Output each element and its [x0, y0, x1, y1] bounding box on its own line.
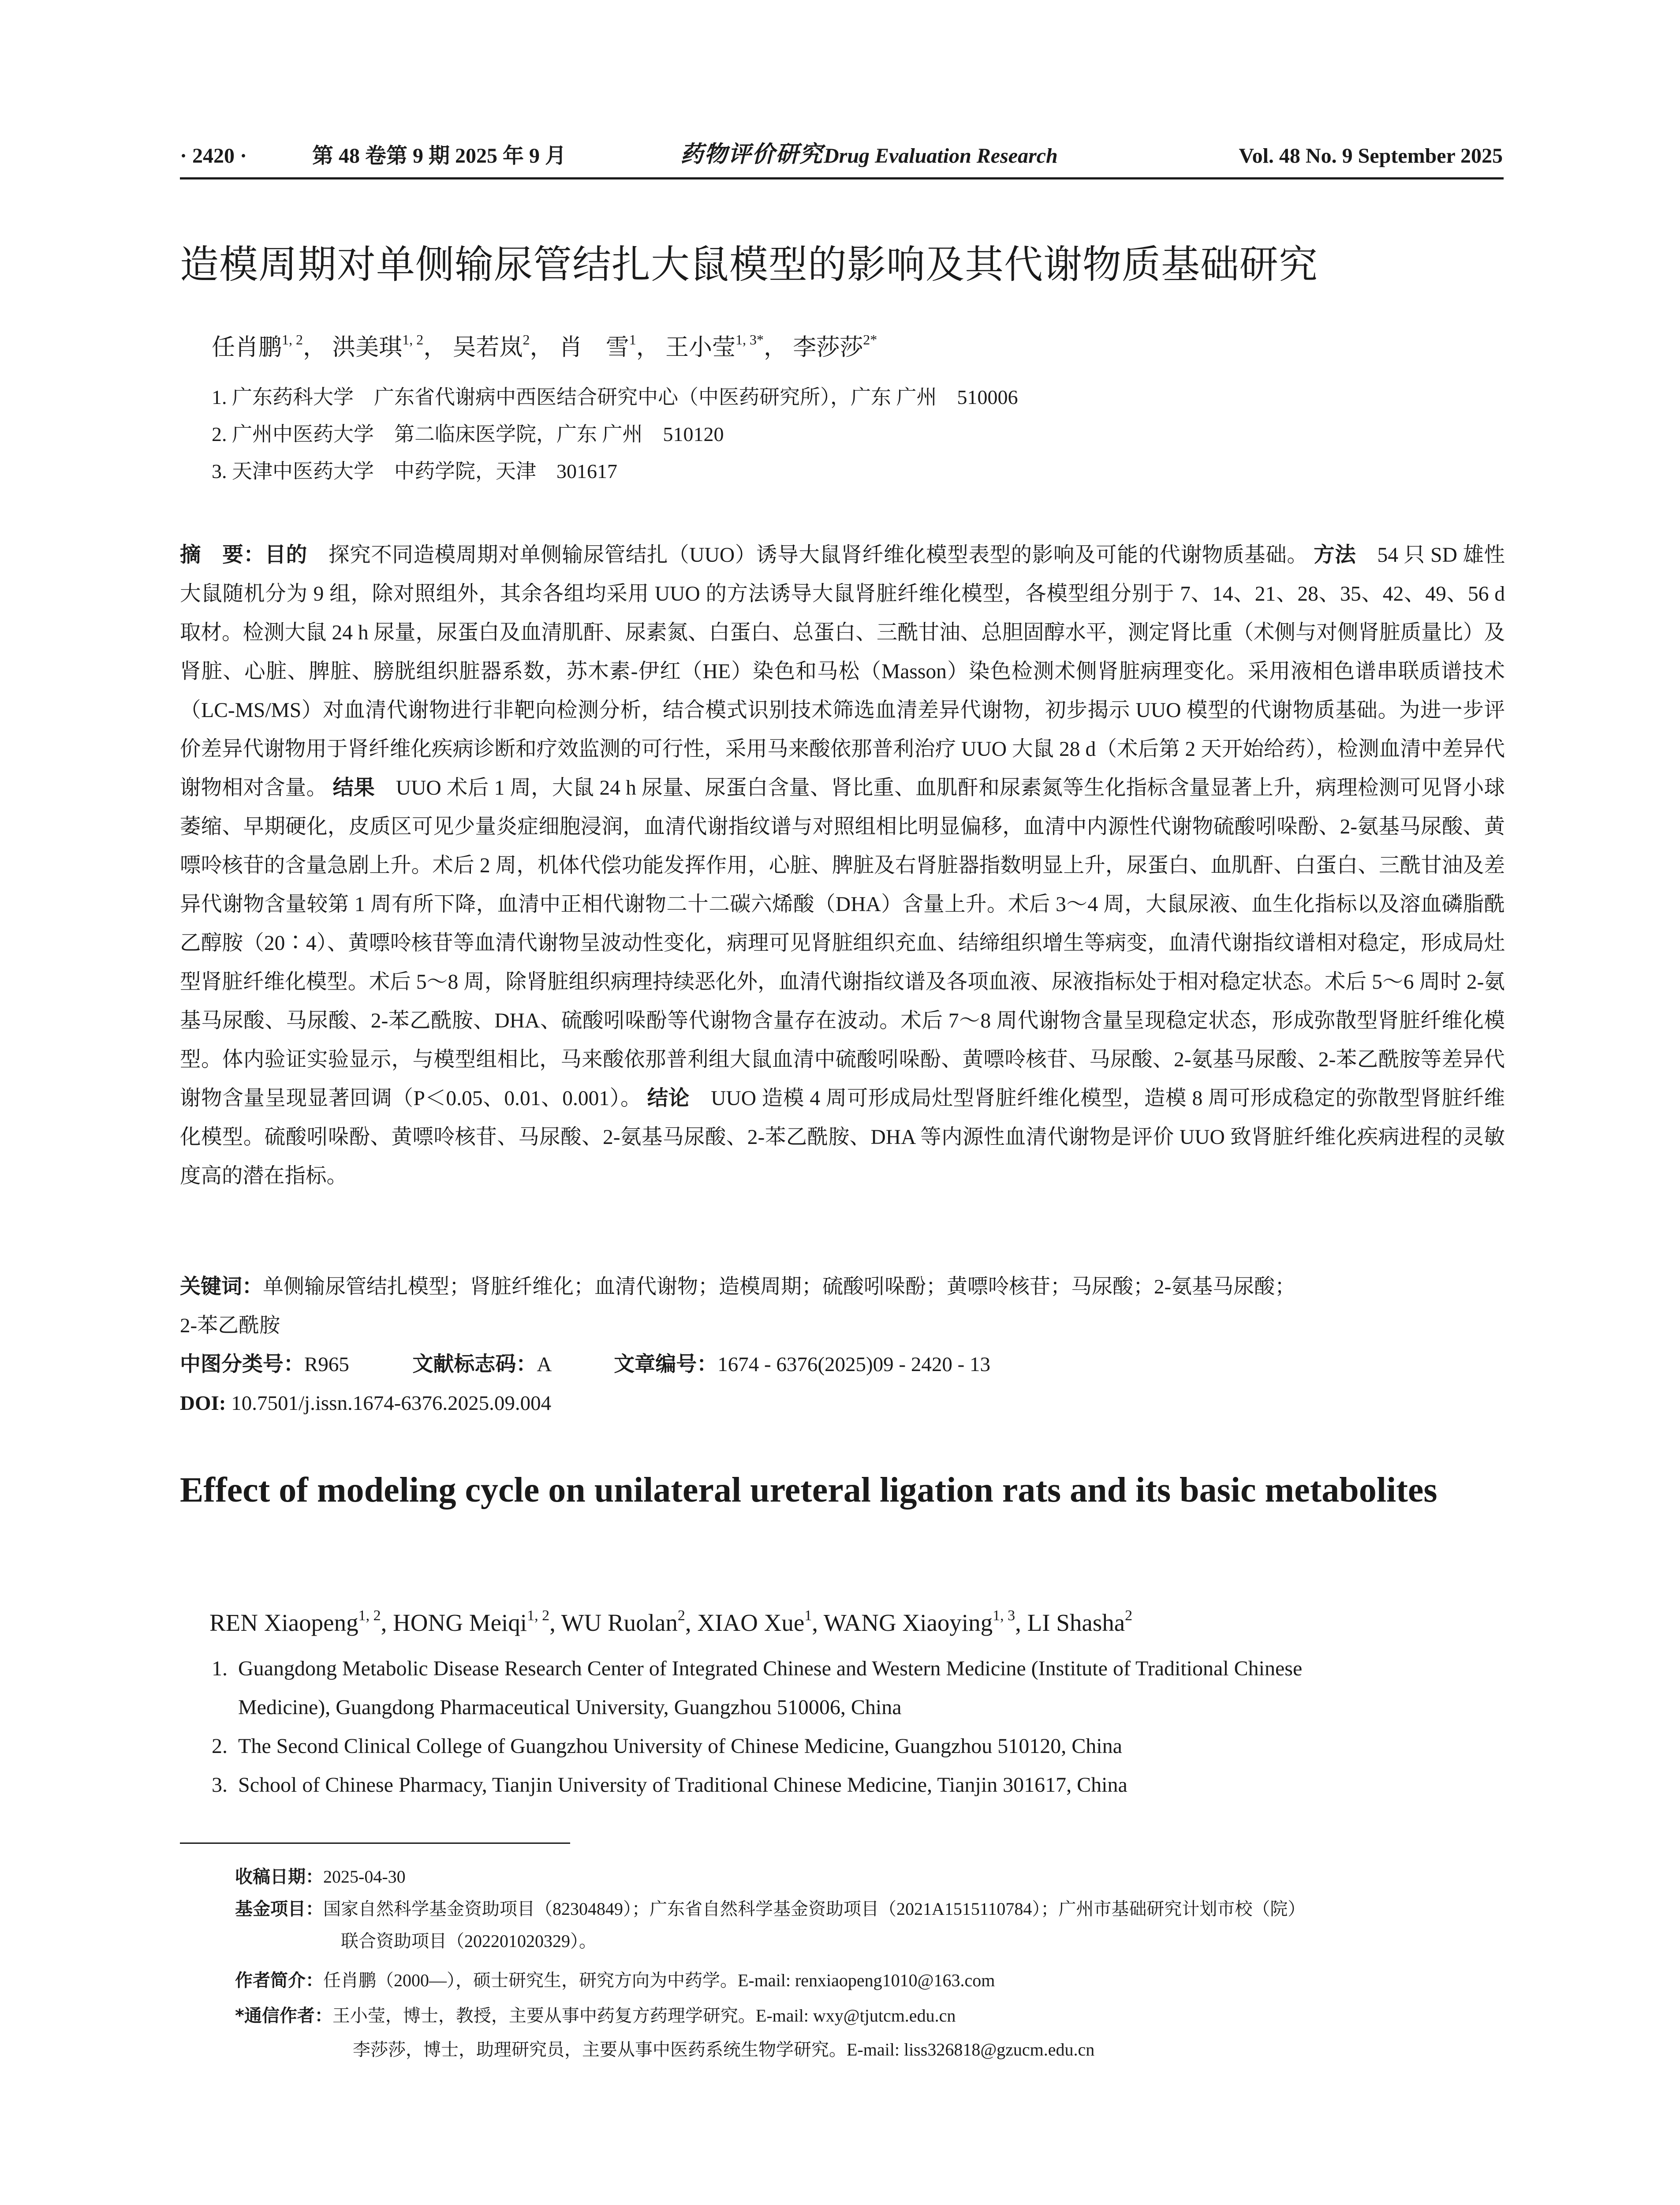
conclusion-text: UUO 造模 4 周可形成局灶型肾脏纤维化模型，造模 8 周可形成稳定的弥散型肾脏纤维化模型。硫酸吲哚酚、黄嘌呤核苷、马尿酸、2-氨基马尿酸、2-苯乙酰胺、DHA 等内源性血清代谢物是评价 UUO 致肾脏纤维化疾病进程的灵敏度高的潜在指标。 [180, 1087, 1505, 1188]
affiliation-cn: 2. 广州中医药大学 第二临床医学院，广东 广州 510120 [212, 423, 724, 445]
author-name: 肖 雪 [559, 335, 629, 360]
author-list-en: REN Xiaopeng$^{1, 2}$, HONG Meiqi$^{1, 2}$, WU Ruolan$^2$, XIAO Xue$^1$, WANG Xiaoying$^{1, 3}$, LI Shasha$^2$ [209, 1607, 1133, 1636]
author-name: 任肖鹏 [212, 335, 282, 360]
article-title-en: Effect of modeling cycle on unilateral ureteral ligation rats and its basic metabolites [180, 1471, 1437, 1510]
issue-info-en: Vol. 48 No. 9 September 2025 [1239, 144, 1503, 168]
keywords-label: 关键词： [180, 1274, 263, 1299]
footnote-fund-continued: 联合资助项目（202201020329）。 [341, 1931, 597, 1951]
keywords [180, 1269, 1295, 1304]
author-affiliation-mark: 1, 2 [527, 1607, 550, 1624]
issue-info-cn: 第 48 卷第 9 期 2025 年 9 月 [312, 144, 567, 168]
author-name: LI Shasha [1027, 1609, 1125, 1636]
author-bio-text: 任肖鹏（2000—），硕士研究生，研究方向为中药学。E-mail: renxiaopeng1010@163.com [323, 1970, 995, 1990]
author-name: WU Ruolan [561, 1609, 678, 1636]
article-number-label: 文章编号： [614, 1352, 718, 1376]
corresponding-text: 王小莹，博士，教授，主要从事中药复方药理学研究。E-mail: wxy@tjutcm.edu.cn [332, 2006, 956, 2026]
clc-value: R965 [304, 1353, 349, 1376]
abstract-label: 摘 要： [180, 543, 265, 567]
doc-code-value: A [537, 1353, 551, 1376]
fund-text: 国家自然科学基金资助项目（82304849）；广东省自然科学基金资助项目（2021A1515110784）；广州市基础研究计划市校（院） [323, 1899, 1306, 1919]
author-affiliation-mark: 1, 3 [993, 1607, 1015, 1624]
author-bio-label: 作者简介： [235, 1970, 323, 1991]
author-affiliation-mark: 1 [804, 1607, 812, 1624]
journal-logo: 药物评价研究 [680, 141, 824, 168]
affiliation-text: Medicine), Guangdong Pharmaceutical University, Guangzhou 510006, China [238, 1696, 902, 1719]
author-affiliation-mark: 2 [677, 1607, 685, 1624]
author-name: XIAO Xue [697, 1609, 805, 1636]
header-rule [180, 177, 1504, 179]
author-affiliation-mark: 1, 2 [402, 332, 424, 348]
affiliation-cn: 3. 天津中医药大学 中药学院，天津 301617 [212, 460, 617, 482]
received-date: 2025-04-30 [323, 1867, 406, 1887]
author-name: 王小莹 [665, 335, 735, 360]
running-header [180, 140, 1503, 176]
abstract [180, 536, 1505, 1196]
page-number: · 2420 · [180, 144, 247, 168]
doc-code-label: 文献标志码： [412, 1352, 537, 1376]
author-affiliation-mark: 2 [1125, 1607, 1133, 1624]
author-name: 李莎莎 [793, 335, 863, 360]
affiliation-cn: 1. 广东药科大学 广东省代谢病中西医结合研究中心（中医药研究所），广东 广州 510006 [212, 386, 1018, 408]
author-affiliation-mark: 1, 2 [282, 332, 303, 348]
results-label: 结果 [332, 776, 375, 800]
author-name: 洪美琪 [332, 335, 403, 360]
doi-value: 10.7501/j.issn.1674-6376.2025.09.004 [231, 1392, 552, 1415]
methods-text: 54 只 SD 雄性大鼠随机分为 9 组，除对照组外，其余各组均采用 UUO 的方法诱导大鼠肾脏纤维化模型，各模型组分别于 7、14、21、28、35、42、49、56 d 取材。检测大鼠 24 h 尿量，尿蛋白及血清肌酐、尿素氮、白蛋白、总蛋白、三酰甘油、总胆固醇水平，测定肾比重（术侧与对侧肾脏质量比）及肾脏、心脏、脾脏、膀胱组织脏器系数，苏木素-伊红（HE）染色和马松（Masson）染色检测术侧肾脏病理变化。采用液相色谱串联质谱技术（LC-MS/MS）对血清代谢物进行非靶向检测分析，结合模式识别技术筛选血清差异代谢物，初步揭示 UUO 模型的代谢物质基础。为进一步评价差异代谢物用于肾纤维化疾病诊断和疗效监测的可行性，采用马来酸依那普利治疗 UUO 大鼠 28 d（术后第 2 天开始给药），检测血清中差异代谢物相对含量。 [180, 544, 1505, 800]
affiliation-text: School of Chinese Pharmacy, Tianjin University of Traditional Chinese Medicine, Tianjin 301617, China [238, 1773, 1127, 1797]
doi-label: DOI: [180, 1392, 226, 1415]
affiliation-number: 1. [212, 1657, 228, 1680]
author-name: HONG Meiqi [393, 1609, 527, 1636]
affiliation-en [212, 1766, 1504, 1805]
affiliation-text: The Second Clinical College of Guangzhou University of Chinese Medicine, Guangzhou 510120, China [238, 1734, 1122, 1758]
footnote-fund [235, 1895, 1305, 1923]
affiliation-en [212, 1649, 1504, 1727]
classification [180, 1347, 990, 1382]
clc-label: 中图分类号： [180, 1352, 304, 1376]
author-affiliation-mark: 1 [629, 332, 636, 348]
objective-text: 探究不同造模周期对单侧输尿管结扎（UUO）诱导大鼠肾纤维化模型表型的影响及可能的代谢物质基础。 [307, 544, 1308, 567]
author-affiliation-mark: 1, 2 [358, 1607, 381, 1624]
author-affiliation-mark: 1, 3* [735, 332, 764, 348]
keywords-text: 单侧输尿管结扎模型；肾脏纤维化；血清代谢物；造模周期；硫酸吲哚酚；黄嘌呤核苷；马尿酸；2-氨基马尿酸； [263, 1275, 1296, 1298]
conclusion-label: 结论 [647, 1086, 690, 1110]
article-title-cn: 造模周期对单侧输尿管结扎大鼠模型的影响及其代谢物质基础研究 [180, 242, 1318, 287]
article-number-value: 1674 - 6376(2025)09 - 2420 - 13 [717, 1353, 990, 1376]
fund-label: 基金项目： [235, 1899, 323, 1919]
corresponding-label: *通信作者： [235, 2006, 332, 2026]
author-name: WANG Xiaoying [823, 1609, 993, 1636]
author-affiliation-mark: 2* [863, 332, 877, 348]
author-list-cn: 任肖鹏$^{1, 2}$， 洪美琪$^{1, 2}$， 吴若岚$^2$， 肖 雪$^1$， 王小莹$^{1, 3*}$， 李莎莎$^{2*}$ [212, 332, 877, 360]
objective-label: 目的 [265, 543, 307, 567]
author-name: 吴若岚 [452, 335, 523, 360]
author-name: REN Xiaopeng [209, 1609, 358, 1636]
footnote-received [235, 1863, 406, 1891]
doi [180, 1386, 551, 1421]
journal-name-en: Drug Evaluation Research [824, 144, 1058, 168]
affiliation-number: 3. [212, 1773, 228, 1797]
footnote-corresponding [235, 2002, 956, 2029]
author-affiliation-mark: 2 [523, 332, 530, 348]
footnote-author [235, 1967, 995, 1994]
affiliation-number: 2. [212, 1734, 228, 1758]
affiliation-en [212, 1727, 1504, 1766]
results-text: UUO 术后 1 周，大鼠 24 h 尿量、尿蛋白含量、肾比重、血肌酐和尿素氮等生化指标含量显著上升，病理检测可见肾小球萎缩、早期硬化，皮质区可见少量炎症细胞浸润，血清代谢指纹谱与对照组相比明显偏移，血清中内源性代谢物硫酸吲哚酚、2-氨基马尿酸、黄嘌呤核苷的含量急剧上升。术后 2 周，机体代偿功能发挥作用，心脏、脾脏及右肾脏器指数明显上升，尿蛋白、血肌酐、白蛋白、三酰甘油及差异代谢物含量较第 1 周有所下降，血清中正相代谢物二十二碳六烯酸（DHA）含量上升。术后 3～4 周，大鼠尿液、血生化指标以及溶血磷脂酰乙醇胺（20∶4）、黄嘌呤核苷等血清代谢物呈波动性变化，病理可见肾脏组织充血、结缔组织增生等病变，血清代谢指纹谱相对稳定，形成局灶型肾脏纤维化模型。术后 5～8 周，除肾脏组织病理持续恶化外，血清代谢指纹谱及各项血液、尿液指标处于相对稳定状态。术后 5～6 周时 2-氨基马尿酸、马尿酸、2-苯乙酰胺、DHA、硫酸吲哚酚等代谢物含量存在波动。术后 7～8 周代谢物含量呈现稳定状态，形成弥散型肾脏纤维化模型。体内验证实验显示，与模型组相比，马来酸依那普利组大鼠血清中硫酸吲哚酚、黄嘌呤核苷、马尿酸、2-氨基马尿酸、2-苯乙酰胺等差异代谢物含量呈现显著回调（P＜0.05、0.01、0.001）。 [180, 777, 1505, 1110]
affiliation-text: Guangdong Metabolic Disease Research Center of Integrated Chinese and Western Medicine (Institute of Traditional Chinese [238, 1657, 1303, 1680]
received-label: 收稿日期： [235, 1867, 323, 1887]
keywords-continued: 2-苯乙酰胺 [180, 1314, 280, 1337]
methods-label: 方法 [1314, 543, 1356, 567]
footnote-corresponding-2: 李莎莎，博士，助理研究员，主要从事中医药系统生物学研究。E-mail: liss326818@gzucm.edu.cn [353, 2040, 1095, 2059]
footnote-rule [180, 1842, 570, 1844]
